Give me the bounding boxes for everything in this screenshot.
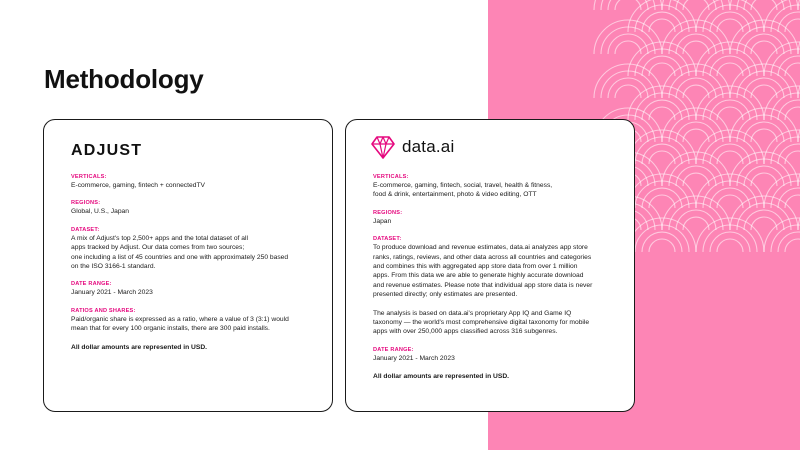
scallop-arc <box>785 19 800 32</box>
scallop-arc <box>628 130 696 164</box>
verticals-label: VERTICALS: <box>71 174 107 180</box>
regions-label: REGIONS: <box>71 200 101 207</box>
scallop-arc <box>676 166 716 186</box>
adjust-logo-text: ADJUST <box>71 142 143 159</box>
scallop-arc <box>676 122 716 142</box>
adjust-logo <box>71 142 142 160</box>
regions-text: Global, U.S., Japan <box>71 208 129 216</box>
ratios-text: Paid/organic share is expressed as a ratio, where a value of 3 (3:1) would mean that for every 100 organic installs, there are 300 paid installs. <box>71 315 289 333</box>
scallop-arc <box>785 107 800 120</box>
scallop-arc <box>642 232 682 252</box>
scallop-arc <box>628 218 696 252</box>
scallop-arc <box>662 196 730 230</box>
scallop-arc <box>608 34 648 54</box>
scallop-arc <box>764 86 800 120</box>
scallop-arc <box>730 196 798 230</box>
verticals-label: VERTICALS: <box>373 174 409 180</box>
scallop-arc <box>730 108 798 142</box>
scallop-arc <box>642 12 682 32</box>
scallop-arc <box>662 108 730 142</box>
date-range-label: DATE RANGE: <box>71 281 112 288</box>
scallop-arc <box>744 78 784 98</box>
scallop-arc <box>710 56 750 76</box>
adjust-regions-section <box>71 199 320 216</box>
scallop-arc <box>628 174 696 208</box>
dataset-label: DATASET: <box>71 226 100 233</box>
scallop-arc <box>717 239 743 252</box>
scallop-arc <box>710 188 750 208</box>
scallop-arc <box>785 195 800 208</box>
dataai-verticals-section <box>373 173 622 200</box>
scallop-arc <box>642 188 682 208</box>
dataai-analysis-section <box>373 309 622 337</box>
adjust-date-range-section <box>71 280 320 297</box>
adjust-verticals-section <box>71 173 320 190</box>
scallop-arc <box>710 144 750 164</box>
scallop-arc <box>662 20 730 54</box>
page-title: Methodology <box>44 64 204 94</box>
scallop-arc <box>642 100 682 120</box>
dataai-card-content <box>373 173 622 382</box>
verticals-text: E-commerce, gaming, fintech + connectedTV <box>71 182 205 189</box>
scallop-arc <box>785 151 800 164</box>
scallop-arc <box>764 218 800 252</box>
scallop-arc <box>730 152 798 186</box>
dataset-label: DATASET: <box>373 236 402 243</box>
diamond-icon <box>370 134 396 160</box>
scallop-arc <box>710 100 750 120</box>
scallop-arc <box>594 64 662 98</box>
dataset-text: To produce download and revenue estimates, data.ai analyzes app store ranks, ratings, reviews, and other data across all countries and categories and combines this with aggregated app store data from over 1 million apps. From this data we are able to generate highly accurate download and revenue estimates. Please note that individual app store data is never presented directly; only estimates are presented. <box>373 244 593 299</box>
scallop-arc <box>696 130 764 164</box>
date-range-text: January 2021 - March 2023 <box>373 354 455 362</box>
scallop-arc <box>628 86 696 120</box>
dataai-logo-text: data.ai <box>402 137 455 156</box>
scallop-arc <box>710 232 750 252</box>
adjust-methodology-card <box>43 119 333 412</box>
scallop-arc <box>730 0 798 10</box>
adjust-ratios-section <box>71 307 320 334</box>
scallop-arc <box>676 78 716 98</box>
dataai-dataset-section <box>373 235 622 299</box>
date-range-label: DATE RANGE: <box>373 346 414 353</box>
scallop-arc <box>744 122 784 142</box>
verticals-text: E-commerce, gaming, fintech, social, travel, health & fitness, food & drink, entertainment, photo & video editing, OTT <box>373 182 553 199</box>
dataai-regions-section <box>373 209 622 226</box>
scallop-arc <box>676 210 716 230</box>
scallop-arc <box>628 42 696 76</box>
scallop-arc <box>744 210 784 230</box>
scallop-arc <box>710 12 750 32</box>
scallop-arc <box>662 64 730 98</box>
scallop-arc <box>642 56 682 76</box>
scallop-arc <box>662 0 730 10</box>
scallop-arc <box>696 174 764 208</box>
scallop-arc <box>662 152 730 186</box>
regions-label: REGIONS: <box>373 209 403 216</box>
scallop-arc <box>696 86 764 120</box>
scallop-arc <box>730 20 798 54</box>
scallop-arc <box>764 42 800 76</box>
scallop-arc <box>594 0 662 10</box>
scallop-arc <box>764 174 800 208</box>
dataset-text: A mix of Adjust's top 2,500+ apps and the total dataset of all apps tracked by Adjust. Our data comes from two sources; one including a list of 45 countries and one with approximately 250 based on the ISO 3166-1 standard. <box>71 234 289 271</box>
scallop-arc <box>649 239 675 252</box>
scallop-arc <box>785 239 800 252</box>
scallop-arc <box>730 64 798 98</box>
adjust-dataset-section <box>71 226 320 272</box>
date-range-text: January 2021 - March 2023 <box>71 289 153 297</box>
adjust-card-content <box>71 173 320 352</box>
usd-note: All dollar amounts are represented in USD. <box>71 343 208 351</box>
scallop-arc <box>785 63 800 76</box>
scallop-arc <box>696 218 764 252</box>
usd-note: All dollar amounts are represented in USD. <box>373 373 510 381</box>
regions-text: Japan <box>373 217 392 225</box>
scallop-arc <box>744 34 784 54</box>
dataai-logo <box>370 133 454 161</box>
scallop-arc <box>676 34 716 54</box>
scallop-arc <box>642 144 682 164</box>
scallop-arc <box>744 166 784 186</box>
scallop-arc <box>764 130 800 164</box>
scallop-arc <box>594 20 662 54</box>
dataai-methodology-card <box>345 119 635 412</box>
dataai-date-range-section <box>373 346 622 363</box>
analysis-text: The analysis is based on data.ai's proprietary App IQ and Game IQ taxonomy — the world's most comprehensive digital taxonomy for mobile apps with over 250,000 apps classified across 316 subgenres. <box>373 309 590 336</box>
scallop-arc <box>608 78 648 98</box>
ratios-label: RATIOS AND SHARES: <box>71 307 136 314</box>
scallop-arc <box>696 42 764 76</box>
